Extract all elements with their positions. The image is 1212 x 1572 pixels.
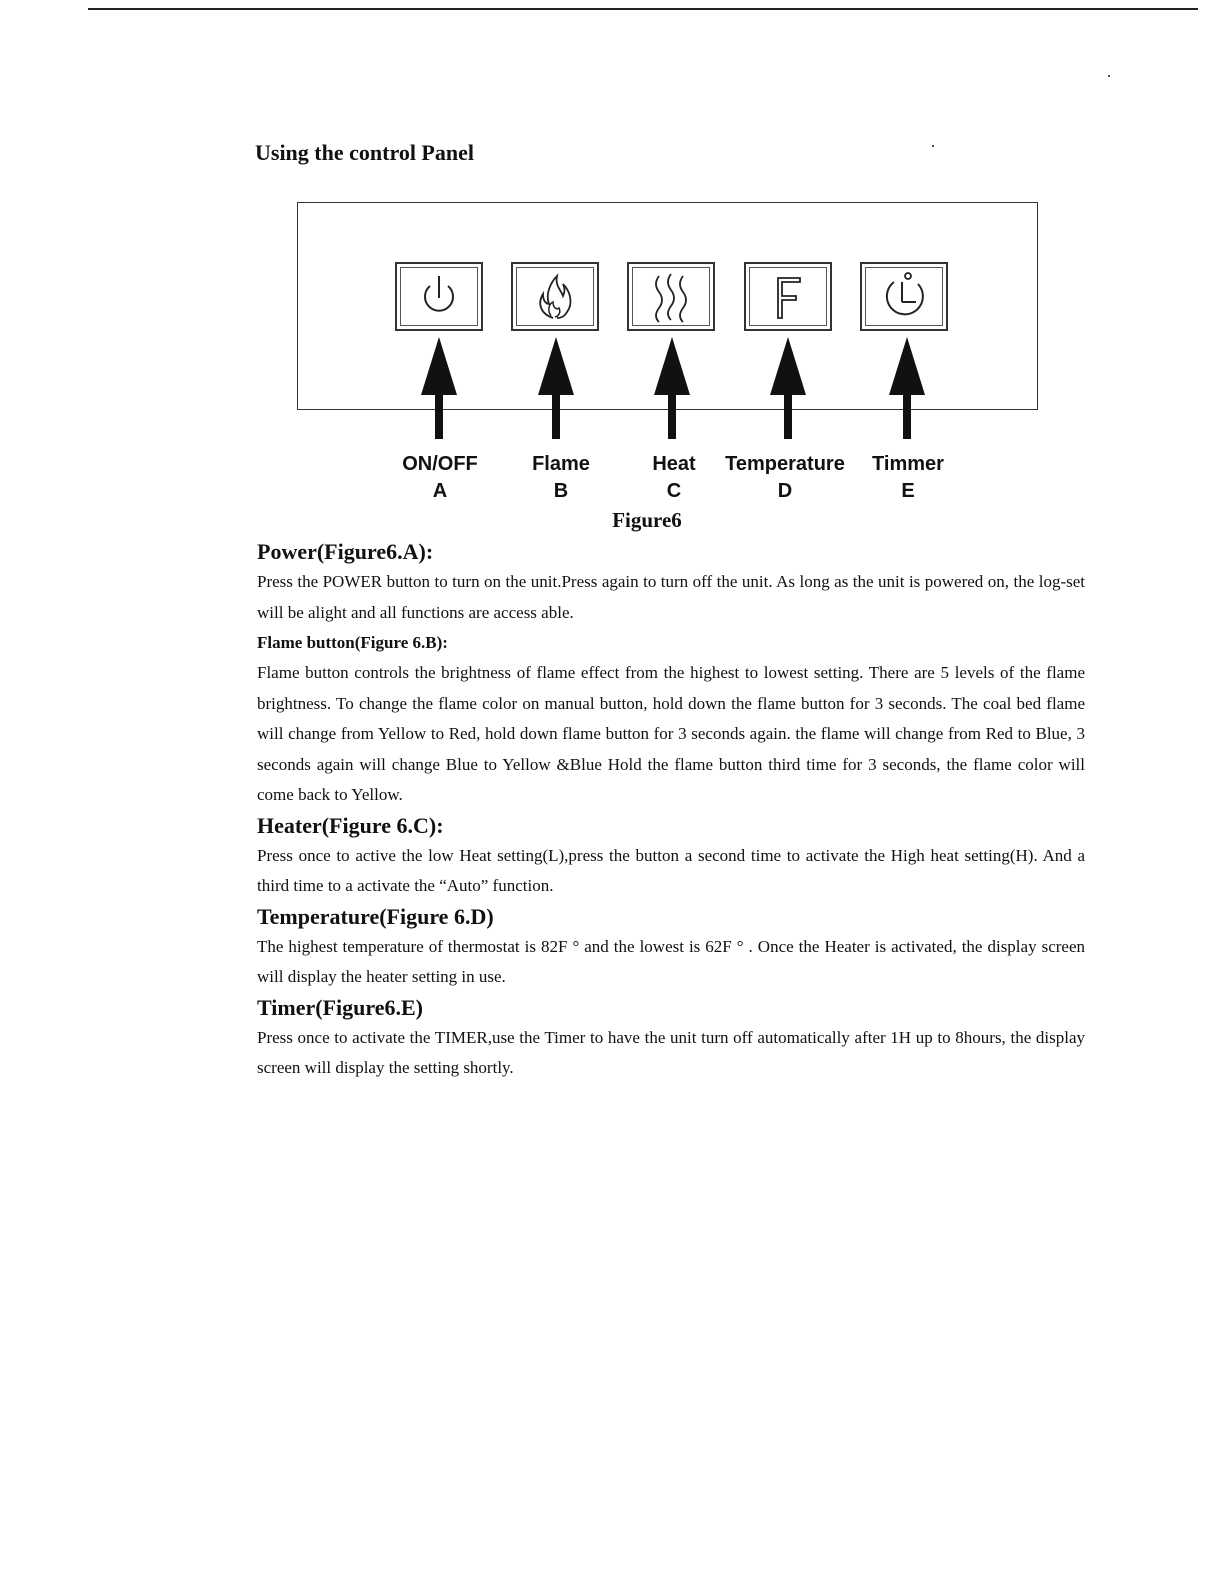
instructions-body: [257, 537, 1085, 1084]
label-letter: E: [901, 480, 915, 502]
label-letter: D: [777, 480, 793, 502]
timer-button[interactable]: [860, 262, 948, 331]
label-name: Heat: [652, 453, 696, 475]
label-letter: B: [553, 480, 569, 502]
scan-speck: [932, 145, 934, 147]
flame-button[interactable]: [511, 262, 599, 331]
scan-speck: [1108, 75, 1110, 77]
figure-caption: Figure6: [612, 508, 682, 532]
section-text-power: Press the POWER button to turn on the unit.Press again to turn off the unit. As long as the unit is powered on, the log-set will be alight and all functions are access able.: [257, 572, 1085, 622]
arrow-up-icon: [534, 335, 578, 439]
section-title-timer: Timer(Figure6.E): [257, 994, 423, 1020]
power-button[interactable]: [395, 262, 483, 331]
arrow-up-icon: [650, 335, 694, 439]
scan-top-edge: [88, 8, 1198, 10]
section-title-heater: Heater(Figure 6.C):: [257, 812, 444, 838]
section-text-timer: Press once to activate the TIMER,use the Timer to have the unit turn off automatically after 1H up to 8hours, the display screen will display the setting shortly.: [257, 1027, 1085, 1077]
flame-icon: [513, 264, 597, 329]
label-name: Timmer: [872, 453, 944, 475]
arrow-up-icon: [766, 335, 810, 439]
section-title-flame: Flame button(Figure 6.B):: [257, 633, 448, 652]
temperature-button[interactable]: [744, 262, 832, 331]
arrow-up-icon: [417, 335, 461, 439]
power-icon: [397, 264, 481, 329]
label-letter: A: [432, 480, 448, 502]
page-heading: Using the control Panel: [255, 140, 474, 165]
section-text-temperature: The highest temperature of thermostat is 82F ° and the lowest is 62F ° . Once the Heater is activated, the display screen will display the heater setting in use.: [257, 936, 1085, 986]
label-letter: C: [666, 480, 682, 502]
label-name: Flame: [532, 453, 590, 475]
section-text-flame: Flame button controls the brightness of flame effect from the highest to lowest setting. There are 5 levels of the flame brightness. To change the flame color on manual button, hold down the flame button for 3 seconds. The coal bed flame will change from Yellow to Red, hold down flame button for 3 seconds again. the flame will change from Red to Blue, 3 seconds again will change Blue to Yellow &Blue Hold the flame button third time for 3 seconds, the flame color will come back to Yellow.: [257, 663, 1085, 804]
timer-icon: [862, 264, 946, 329]
label-timer: [833, 451, 983, 505]
label-name: Temperature: [725, 453, 845, 475]
label-name: ON/OFF: [402, 453, 478, 475]
heat-waves-icon: [629, 264, 713, 329]
section-title-power: Power(Figure6.A):: [257, 539, 434, 564]
heat-button[interactable]: [627, 262, 715, 331]
section-text-heater: Press once to active the low Heat setting(L),press the button a second time to activate the High heat setting(H). And a third time to a activate the “Auto” function.: [257, 845, 1085, 895]
fahrenheit-icon: [746, 264, 830, 329]
section-title-temperature: Temperature(Figure 6.D): [257, 903, 494, 929]
arrow-up-icon: [885, 335, 929, 439]
